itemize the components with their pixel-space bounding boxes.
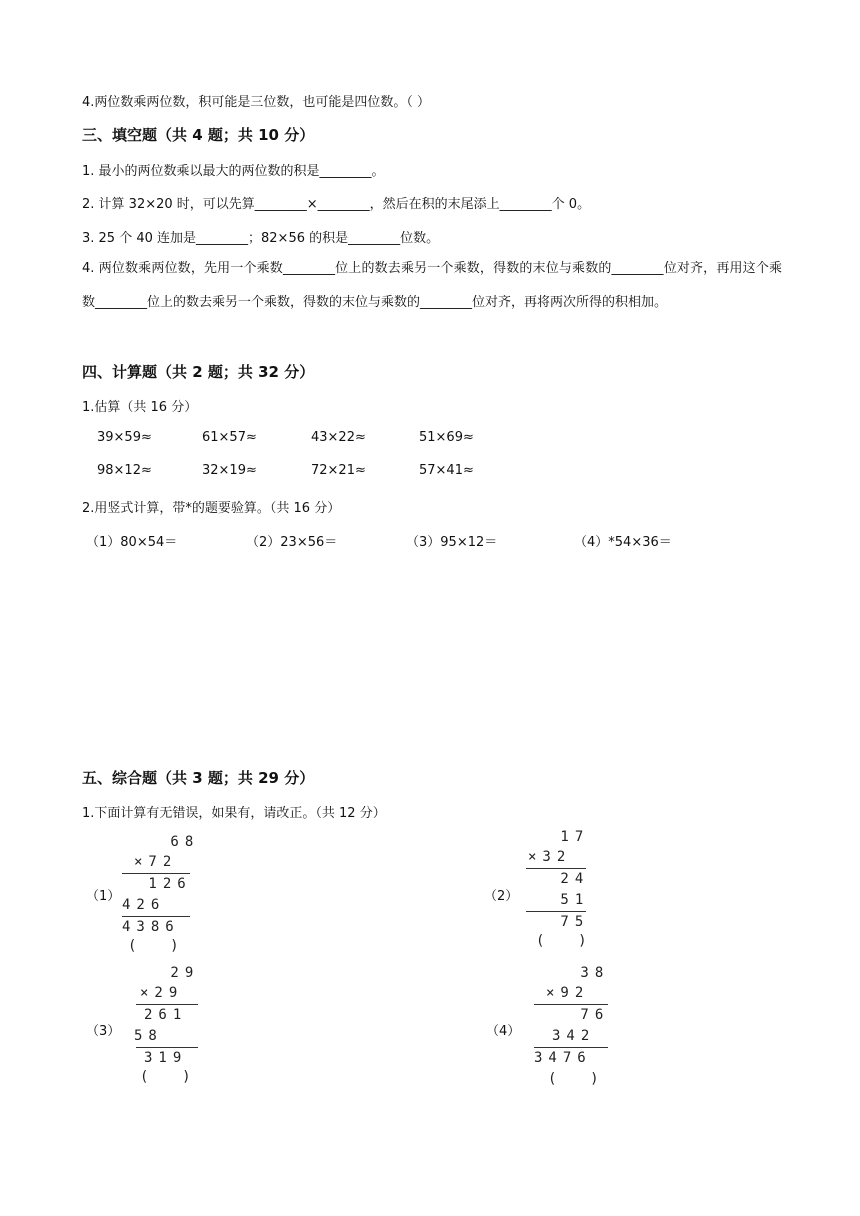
fill-question-3: 3. 25 个 40 连加是________；82×56 的积是________位数。 — [82, 231, 440, 246]
judge-question-4: 4.两位数乘两位数，积可能是三位数，也可能是四位数。（ ） — [82, 95, 431, 110]
answer-paren: ( ) — [548, 1071, 599, 1087]
vertical-calc-item: （3）95×12＝ — [406, 535, 498, 550]
calc-row: ×92 — [546, 985, 590, 1001]
calc-row: 342 — [552, 1028, 596, 1044]
calc-row: 58 — [134, 1028, 163, 1044]
calc-label: （1） — [86, 889, 121, 904]
fill-question-4: 4. 两位数乘两位数，先用一个乘数________位上的数去乘另一个乘数，得数的末位与乘数的________位对齐，再用这个乘数________位上的数去乘另一个乘数，得数的末位与乘数的________位对齐，再将两次所得的积相加。 — [82, 261, 782, 310]
estimate-item: 32×19≈ — [202, 463, 257, 478]
calc-row: ×32 — [528, 849, 572, 865]
estimate-item: 61×57≈ — [202, 430, 257, 445]
calc-row: 68 — [156, 834, 200, 850]
calc-row: 426 — [122, 897, 166, 913]
calc-row: 38 — [566, 965, 610, 981]
calc-row: 29 — [156, 965, 200, 981]
section-4-title: 四、计算题（共 2 题；共 32 分） — [82, 363, 315, 381]
answer-paren: ( ) — [536, 933, 587, 949]
estimate-item: 98×12≈ — [97, 463, 152, 478]
section-3-title: 三、填空题（共 4 题；共 10 分） — [82, 126, 315, 144]
calc-row: 319 — [144, 1050, 188, 1066]
fill-question-2: 2. 计算 32×20 时，可以先算________×________，然后在积的末尾添上________个 0。 — [82, 197, 591, 212]
vertical-calc-item: （4）*54×36＝ — [574, 535, 672, 550]
calc-row: 4386 — [122, 919, 180, 935]
calc-row: 51 — [546, 892, 590, 908]
calc-row: ×29 — [140, 985, 184, 1001]
estimate-item: 39×59≈ — [97, 430, 152, 445]
calc-row: 261 — [144, 1007, 188, 1023]
calc-row: 75 — [546, 914, 590, 930]
vertical-calculation-4 — [532, 965, 622, 1095]
vertical-calc-item: （1）80×54＝ — [86, 535, 178, 550]
vertical-calculation-1 — [118, 834, 198, 964]
calc-row: ×72 — [134, 854, 178, 870]
calc-row: 24 — [546, 871, 590, 887]
vertical-calc-item: （2）23×56＝ — [246, 535, 338, 550]
calc-label: （3） — [86, 1024, 121, 1039]
answer-paren: ( ) — [140, 1069, 191, 1085]
estimate-item: 43×22≈ — [311, 430, 366, 445]
estimate-item: 57×41≈ — [419, 463, 474, 478]
vertical-calc-subtitle: 2.用竖式计算，带*的题要验算。（共 16 分） — [82, 501, 341, 516]
calc-row: 76 — [566, 1007, 610, 1023]
section-5-title: 五、综合题（共 3 题；共 29 分） — [82, 769, 315, 787]
calc-row: 126 — [134, 876, 192, 892]
estimate-item: 72×21≈ — [311, 463, 366, 478]
estimate-subtitle: 1.估算（共 16 分） — [82, 400, 198, 415]
calc-row: 17 — [546, 829, 590, 845]
calc-label: （2） — [484, 889, 519, 904]
calc-label: （4） — [486, 1024, 521, 1039]
estimate-item: 51×69≈ — [419, 430, 474, 445]
answer-paren: ( ) — [128, 938, 179, 954]
calc-row: 3476 — [534, 1050, 592, 1066]
vertical-calculation-2 — [522, 829, 602, 959]
correction-subtitle: 1.下面计算有无错误，如果有，请改正。（共 12 分） — [82, 806, 386, 821]
fill-question-1: 1. 最小的两位数乘以最大的两位数的积是________。 — [82, 164, 385, 179]
vertical-calculation-3 — [134, 965, 214, 1095]
